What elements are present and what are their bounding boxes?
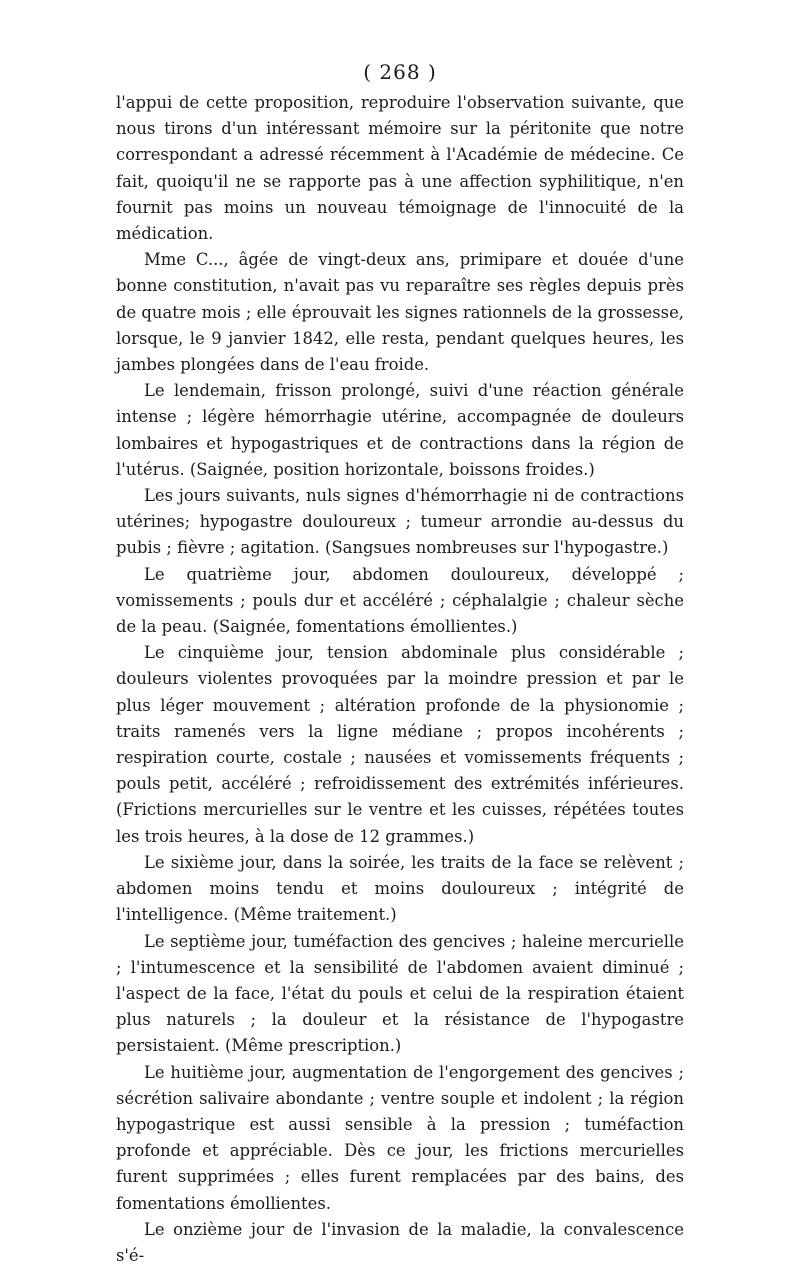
body-text — [116, 90, 684, 1269]
page-number: ( 268 ) — [363, 60, 437, 84]
paragraph-intro: l'appui de cette proposition, reproduire l'observation suivante, que nous tirons d'un intéressant mémoire sur la péritonite que notre correspondant a adressé récemment à l'Académie de médecine. Ce fait, quoiqu'il ne se rapporte pas à une affection syphilitique, n'en fournit pas moins un nouveau témoignage de l'innocuité de la médication. — [116, 93, 684, 244]
paragraph-day-8: Le huitième jour, augmentation de l'engorgement des gencives ; sécrétion salivaire abondante ; ventre souple et indolent ; la région hypogastrique est aussi sensible à la pression ; tuméfaction profonde et appréciable. Dès ce jour, les frictions mercurielles furent supprimées ; elles furent remplacées par des bains, des fomentations émollientes. — [116, 1062, 684, 1213]
paragraph-day-4: Le quatrième jour, abdomen douloureux, développé ; vomissements ; pouls dur et accéléré ; céphalalgie ; chaleur sèche de la peau. (Saignée, fomentations émollientes.) — [116, 564, 684, 637]
paragraph-day-5: Le cinquième jour, tension abdominale plus considérable ; douleurs violentes provoquées par la moindre pression et par le plus léger mouvement ; altération profonde de la physionomie ; traits ramenés vers la ligne médiane ; propos incohérents ; respiration courte, costale ; nausées et vomissements fréquents ; pouls petit, accéléré ; refroidissement des extrémités inférieures. (Frictions mercurielles sur le ventre et les cuisses, répétées toutes les trois heures, à la dose de 12 grammes.) — [116, 643, 684, 846]
paragraph-patient: Mme C..., âgée de vingt-deux ans, primipare et douée d'une bonne constitution, n'avait pas vu reparaître ses règles depuis près de quatre mois ; elle éprouvait les signes rationnels de la grossesse, lorsque, le 9 janvier 1842, elle resta, pendant quelques heures, les jambes plongées dans de l'eau froide. — [116, 250, 684, 375]
paragraph-following-days: Les jours suivants, nuls signes d'hémorrhagie ni de contractions utérines; hypogastre douloureux ; tumeur arrondie au-dessus du pubis ; fièvre ; agitation. (Sangsues nombreuses sur l'hypogastre.) — [116, 486, 684, 558]
paragraph-day-11: Le onzième jour de l'invasion de la maladie, la convalescence s'é- — [116, 1219, 684, 1265]
paragraph-day-6: Le sixième jour, dans la soirée, les traits de la face se relèvent ; abdomen moins tendu et moins douloureux ; intégrité de l'intelligence. (Même traitement.) — [116, 852, 684, 925]
paragraph-day-2: Le lendemain, frisson prolongé, suivi d'une réaction générale intense ; légère hémorrhagie utérine, accompagnée de douleurs lombaires et hypogastriques et de contractions dans la région de l'utérus. (Saignée, position horizontale, boissons froides.) — [116, 381, 684, 479]
paragraph-day-7: Le septième jour, tuméfaction des gencives ; haleine mercurielle ; l'intumescence et la sensibilité de l'abdomen avaient diminué ; l'aspect de la face, l'état du pouls et celui de la respiration étaient plus naturels ; la douleur et la résistance de l'hypogastre persistaient. (Même prescription.) — [116, 931, 684, 1056]
